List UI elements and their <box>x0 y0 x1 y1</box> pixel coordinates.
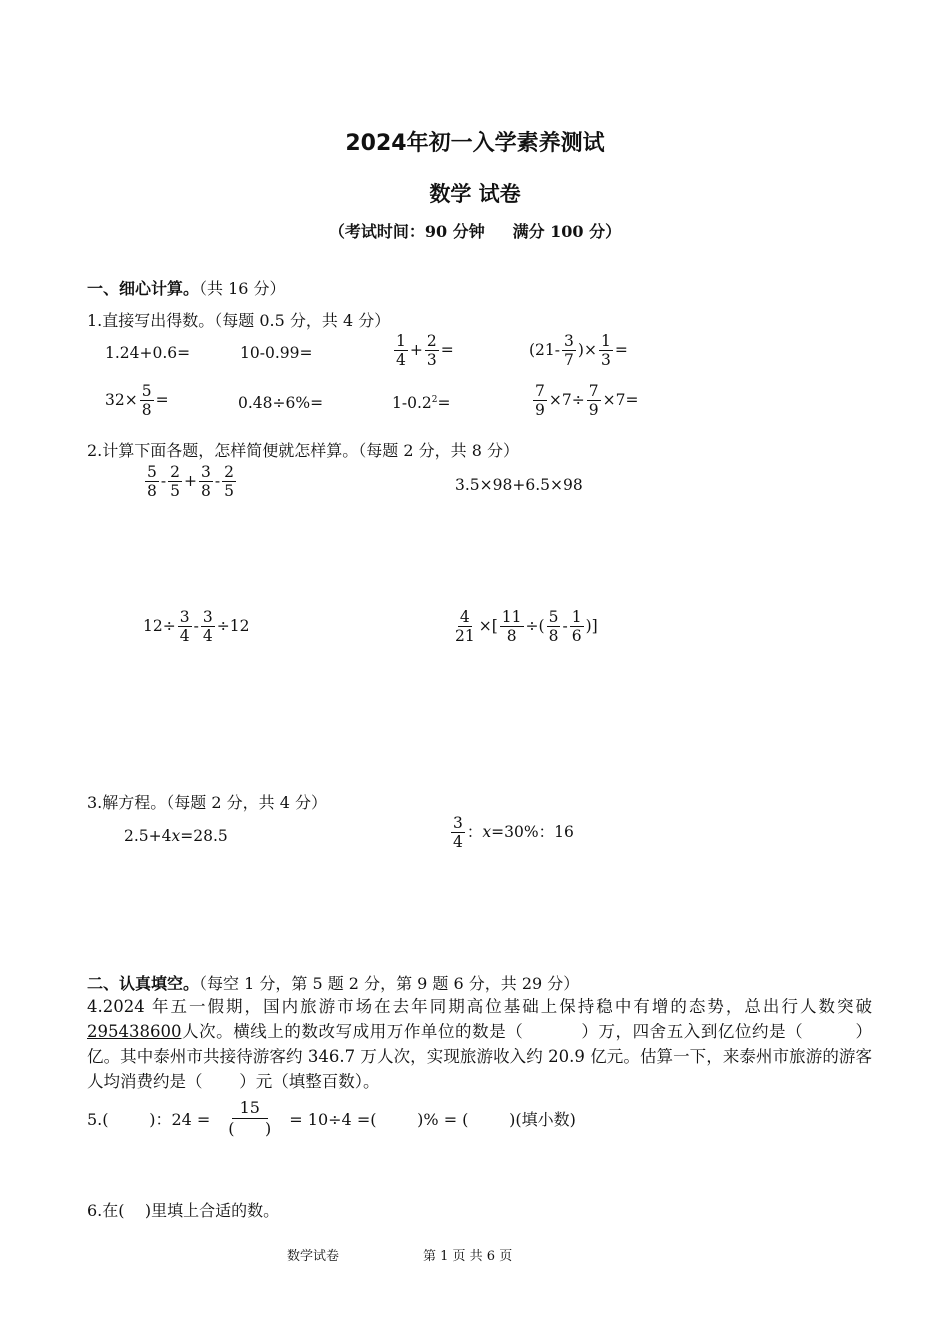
section1-points: （共 16 分） <box>199 279 286 298</box>
q2-label: 2.计算下面各题，怎样简便就怎样算。（每题 2 分，共 8 分） <box>87 441 519 460</box>
numerator: 5 <box>548 608 559 626</box>
q4-paragraph <box>87 994 872 1094</box>
numerator: 15 <box>232 1099 268 1119</box>
equals: ×7= <box>602 390 639 409</box>
q5-text-post: = 10÷4 =( )% = ( )(填小数) <box>289 1110 576 1130</box>
operator: - <box>193 616 199 635</box>
exam-info: （考试时间：90 分钟 满分 100 分） <box>328 222 622 241</box>
denominator: 8 <box>147 482 157 501</box>
numerator: 1 <box>600 332 611 350</box>
numerator: 1 <box>396 332 406 350</box>
section1-heading <box>87 276 286 299</box>
equals: = <box>437 394 451 412</box>
q1-item-b: 10-0.99= <box>240 344 313 362</box>
footer-title: 数学试卷 <box>287 1249 340 1264</box>
ratio-colon: ： <box>466 822 483 841</box>
expr-text: )] <box>585 616 598 635</box>
page-title: 2024年初一入学素养测试 <box>345 131 605 156</box>
q4-underlined-number: 295438600 <box>87 1022 182 1041</box>
q5-text-pre: 5.( )：24 = <box>87 1110 211 1130</box>
fraction <box>178 609 192 645</box>
numerator: 1 <box>571 608 582 626</box>
denominator: 5 <box>224 482 234 501</box>
fraction <box>453 609 477 645</box>
q6-label: 6.在( )里填上合适的数。 <box>87 1201 280 1220</box>
footer-page-number: 第 1 页 共 6 页 <box>423 1249 513 1264</box>
q1-item-d <box>529 333 628 369</box>
expr-text: =30%：16 <box>491 822 574 841</box>
fraction <box>199 464 213 500</box>
q2-item-d <box>451 609 598 645</box>
denominator: 4 <box>179 627 190 646</box>
denominator: 3 <box>426 351 437 370</box>
section2-points: （每空 1 分，第 5 题 2 分，第 9 题 6 分，共 29 分） <box>199 974 580 993</box>
denominator: 3 <box>600 351 611 370</box>
numerator: 3 <box>453 814 463 832</box>
expr-text: ×[ <box>478 616 498 635</box>
denominator: 7 <box>564 351 574 370</box>
denominator: 4 <box>396 351 406 370</box>
equals: = <box>614 340 628 359</box>
fraction <box>587 383 601 419</box>
q5-line <box>87 1099 576 1139</box>
expr-text: 32× <box>105 390 138 409</box>
q1-item-e <box>105 383 169 419</box>
numerator: 3 <box>564 332 574 350</box>
denominator: 8 <box>201 482 211 501</box>
numerator: 5 <box>147 463 157 481</box>
fraction <box>570 609 584 645</box>
q2-item-c <box>143 609 249 645</box>
expr-text: =28.5 <box>180 827 228 845</box>
fraction <box>425 333 439 369</box>
q3-item-a <box>124 827 228 845</box>
q1-label: 1.直接写出得数。（每题 0.5 分，共 4 分） <box>87 311 391 330</box>
denominator: 4 <box>202 627 213 646</box>
expr-text: )× <box>577 340 597 359</box>
denominator: 4 <box>453 833 463 852</box>
fraction <box>500 609 524 645</box>
fraction <box>140 383 154 419</box>
operator: - <box>160 471 167 490</box>
operator: + <box>409 340 423 359</box>
expr-text: (21- <box>529 340 561 359</box>
section2-title: 二、认真填空。 <box>87 974 200 993</box>
denominator: 9 <box>535 401 545 420</box>
numerator: 7 <box>588 382 599 400</box>
numerator: 3 <box>201 463 211 481</box>
q2-item-b: 3.5×98+6.5×98 <box>455 476 583 494</box>
numerator: 2 <box>426 332 437 350</box>
fraction <box>394 333 408 369</box>
exponent: 2 <box>431 394 438 405</box>
denominator: 5 <box>170 482 180 501</box>
fraction <box>547 609 561 645</box>
variable-x: x <box>482 822 492 841</box>
fraction <box>201 609 215 645</box>
numerator: 4 <box>459 608 470 626</box>
denominator-blank: ( ) <box>228 1119 272 1139</box>
variable-x: x <box>171 827 181 845</box>
fraction <box>451 815 465 851</box>
operator: - <box>562 616 568 635</box>
operator: - <box>214 471 221 490</box>
numerator: 3 <box>179 608 190 626</box>
section1-title: 一、细心计算。 <box>87 279 200 298</box>
numerator: 2 <box>170 463 180 481</box>
expr-text: 2.5+4 <box>124 827 172 845</box>
fraction <box>599 333 613 369</box>
expr-text: ÷12 <box>216 616 250 635</box>
expr-text: 1-0.2 <box>392 394 432 412</box>
q5-fraction <box>220 1099 279 1139</box>
expr-text: 12÷ <box>143 616 176 635</box>
q3-item-b <box>449 815 574 851</box>
numerator: 5 <box>141 382 152 400</box>
operator: ÷( <box>525 616 545 635</box>
equals: = <box>155 390 169 409</box>
numerator: 7 <box>535 382 545 400</box>
expr-text: ×7÷ <box>548 390 585 409</box>
denominator: 8 <box>506 627 517 646</box>
numerator: 2 <box>224 463 234 481</box>
q1-item-h <box>531 383 638 419</box>
fraction <box>145 464 159 500</box>
section2-heading <box>87 971 579 994</box>
operator: + <box>184 471 197 490</box>
q1-item-f: 0.48÷6%= <box>238 394 324 412</box>
numerator: 11 <box>501 608 522 626</box>
q4-text-part1: 4.2024 年五一假期，国内旅游市场在去年同期高位基础上保持稳中有增的态势，总出行人数突破 <box>87 997 872 1016</box>
numerator: 3 <box>202 608 213 626</box>
q3-label: 3.解方程。（每题 2 分，共 4 分） <box>87 793 327 812</box>
equals: = <box>440 340 454 359</box>
denominator: 6 <box>571 627 582 646</box>
denominator: 8 <box>548 627 559 646</box>
fraction <box>168 464 182 500</box>
q1-item-g <box>392 394 450 412</box>
q4-text-part2: 人次。横线上的数改写成用万作单位的数是（ ）万，四舍五入到亿位约是（ ）亿。其中泰州市共接待游客约 346.7 万人次，实现旅游收入约 20.9 亿元。估算一下，来泰州市旅游的游客人均消费约是（ ）元（填整百数）。 <box>87 1022 872 1091</box>
denominator: 21 <box>455 627 475 646</box>
denominator: 9 <box>588 401 599 420</box>
q1-item-a: 1.24+0.6= <box>105 344 191 362</box>
q2-item-a <box>143 464 238 500</box>
q1-item-c <box>392 333 454 369</box>
denominator: 8 <box>141 401 152 420</box>
fraction <box>533 383 547 419</box>
page-subtitle: 数学 试卷 <box>429 182 521 206</box>
fraction <box>562 333 576 369</box>
fraction <box>222 464 236 500</box>
